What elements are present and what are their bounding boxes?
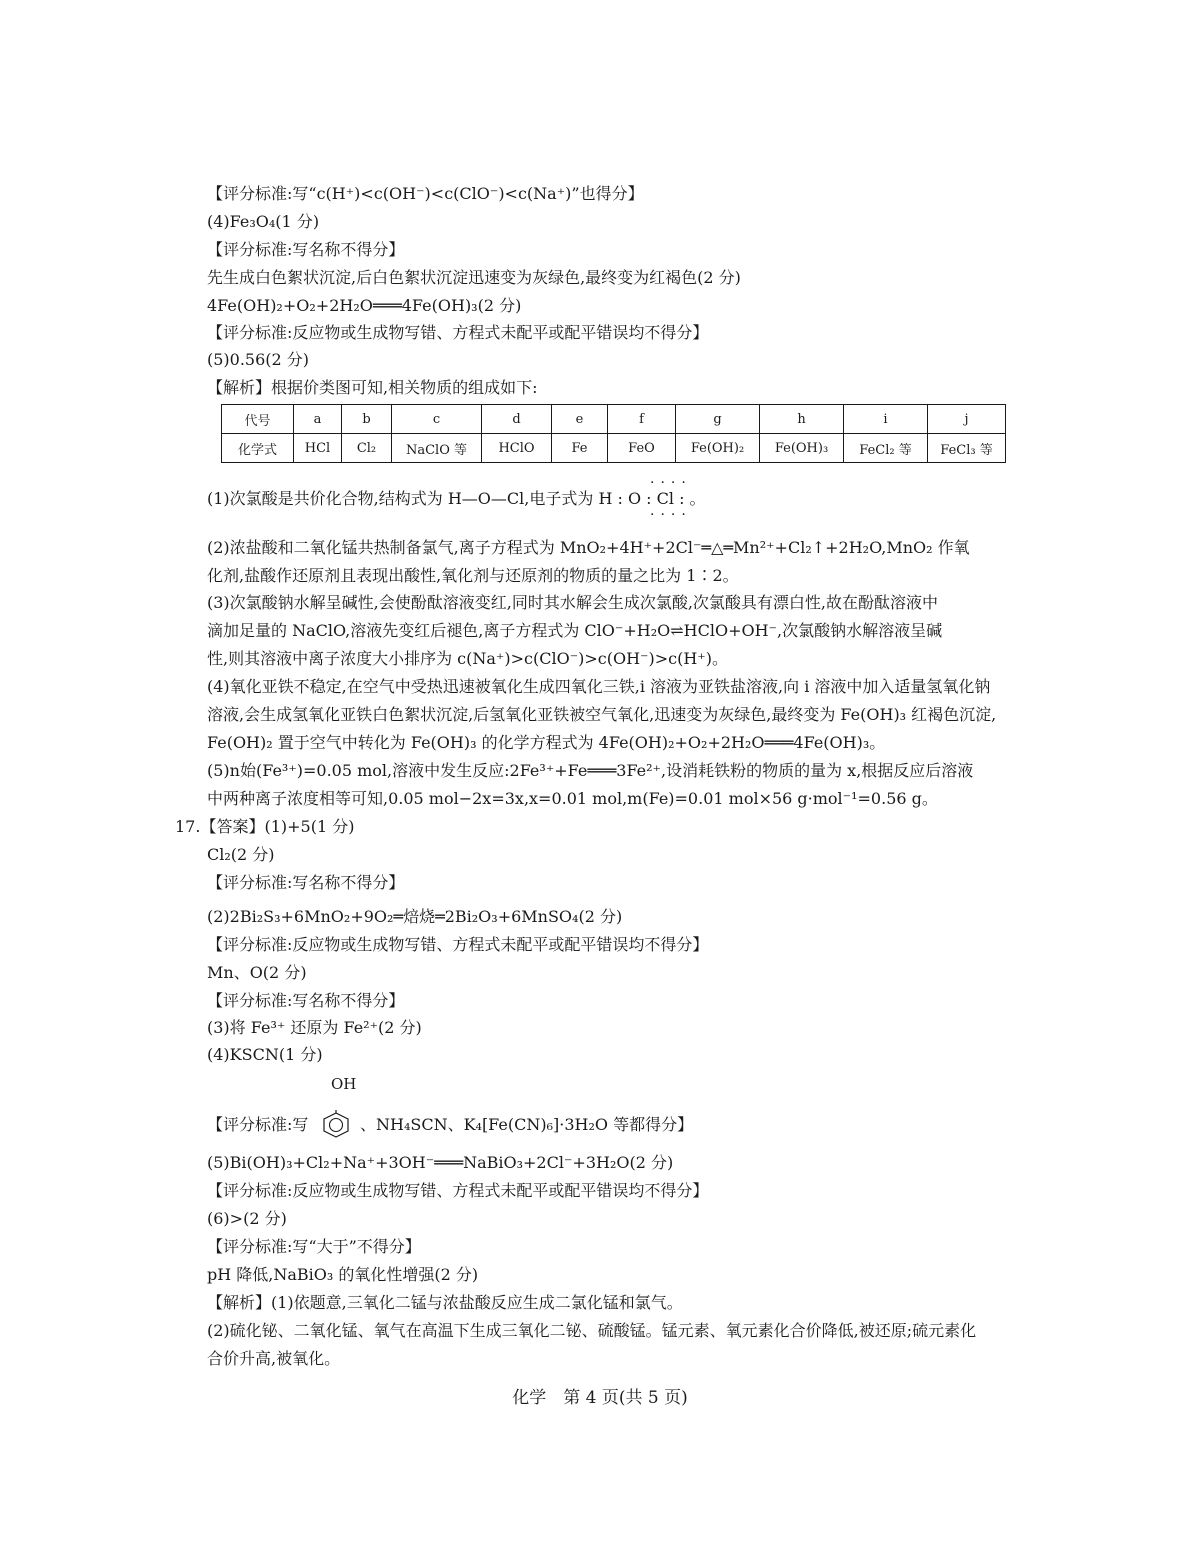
grading-note-3: 【评分标准:反应物或生成物写错、方程式未配平或配平错误均不得分】 (207, 323, 709, 342)
q17-grading-6: 【评分标准:写“大于”不得分】 (207, 1237, 421, 1256)
analysis-4b: 溶液,会生成氢氧化亚铁白色絮状沉淀,后氢氧化亚铁被空气氧化,迅速变为灰绿色,最终变为 Fe(OH)₃ 红褐色沉淀, (207, 705, 997, 724)
table-cell: FeO (608, 434, 676, 463)
table-header-label: 代号 (222, 405, 294, 434)
q17-answer-5: (5)Bi(OH)₃+Cl₂+Na⁺+3OH⁻═══NaBiO₃+2Cl⁻+3H₂O(2 分) (207, 1153, 674, 1172)
answer-5: (5)0.56(2 分) (207, 350, 310, 369)
electron-dots-top: ···· (650, 475, 692, 491)
electron-dots-bottom: ···· (650, 507, 692, 523)
q17-analysis-1: 【解析】(1)依题意,三氧化二锰与浓盐酸反应生成二氯化锰和氯气。 (207, 1293, 683, 1312)
analysis-5a: (5)n始(Fe³⁺)=0.05 mol,溶液中发生反应:2Fe³⁺+Fe═══3Fe²⁺,设消耗铁粉的物质的量为 x,根据反应后溶液 (207, 761, 974, 780)
answer-4-formula: (4)Fe₃O₄(1 分) (207, 212, 320, 231)
analysis-2a: (2)浓盐酸和二氧化锰共热制备氯气,离子方程式为 MnO₂+4H⁺+2Cl⁻═△═Mn²⁺+Cl₂↑+2H₂O,MnO₂ 作氧 (207, 538, 970, 557)
table-cell: Fe (552, 434, 608, 463)
q17-answer-6b: pH 降低,NaBiO₃ 的氧化性增强(2 分) (207, 1265, 479, 1284)
analysis-4a: (4)氧化亚铁不稳定,在空气中受热迅速被氧化生成四氧化三铁,i 溶液为亚铁盐溶液,向 i 溶液中加入适量氢氧化钠 (207, 677, 991, 696)
table-cell: b (342, 405, 392, 434)
table-cell: HClO (482, 434, 552, 463)
table-cell: i (844, 405, 928, 434)
page-footer: 化学 第 4 页(共 5 页) (512, 1388, 688, 1408)
table-cell: h (760, 405, 844, 434)
analysis-3b: 滴加足量的 NaClO,溶液先变红后褪色,离子方程式为 ClO⁻+H₂O⇌HClO+OH⁻,次氯酸钠水解溶液呈碱 (207, 621, 943, 640)
answer-4-equation: 4Fe(OH)₂+O₂+2H₂O═══4Fe(OH)₃(2 分) (207, 296, 522, 315)
q17-grading-2: 【评分标准:反应物或生成物写错、方程式未配平或配平错误均不得分】 (207, 935, 709, 954)
phenol-oh-label: OH (331, 1075, 357, 1093)
q17-grading-4-suffix: 、NH₄SCN、K₄[Fe(CN)₆]·3H₂O 等都得分】 (360, 1115, 694, 1134)
q17-analysis-2b: 合价升高,被氧化。 (207, 1349, 341, 1368)
table-cell: a (294, 405, 342, 434)
analysis-1: (1)次氯酸是共价化合物,结构式为 H—O—Cl,电子式为 H : O : Cl : 。 (207, 489, 706, 508)
table-cell: c (392, 405, 482, 434)
q17-answer-1: 17.【答案】(1)+5(1 分) (175, 817, 355, 836)
q17-grading-1: 【评分标准:写名称不得分】 (207, 873, 405, 892)
table-cell: j (928, 405, 1006, 434)
table-row (222, 434, 1006, 463)
table-cell: HCl (294, 434, 342, 463)
table-cell: Fe(OH)₂ (676, 434, 760, 463)
table-cell: f (608, 405, 676, 434)
analysis-2b: 化剂,盐酸作还原剂且表现出酸性,氧化剂与还原剂的物质的量之比为 1∶2。 (207, 566, 739, 585)
grading-note-2: 【评分标准:写名称不得分】 (207, 240, 405, 259)
q17-answer-2: (2)2Bi₂S₃+6MnO₂+9O₂═焙烧═2Bi₂O₃+6MnSO₄(2 分) (207, 907, 623, 926)
answer-4-phenomenon: 先生成白色絮状沉淀,后白色絮状沉淀迅速变为灰绿色,最终变为红褐色(2 分) (207, 268, 741, 287)
benzene-ring-icon (321, 1110, 351, 1140)
table-cell: FeCl₂ 等 (844, 434, 928, 463)
table-cell: g (676, 405, 760, 434)
analysis-4c: Fe(OH)₂ 置于空气中转化为 Fe(OH)₃ 的化学方程式为 4Fe(OH)₂+O₂+2H₂O═══4Fe(OH)₃。 (207, 733, 886, 752)
analysis-3c: 性,则其溶液中离子浓度大小排序为 c(Na⁺)>c(ClO⁻)>c(OH⁻)>c(H⁺)。 (207, 649, 728, 668)
analysis-intro: 【解析】根据价类图可知,相关物质的组成如下: (207, 378, 538, 397)
table-row (222, 405, 1006, 434)
q17-answer-6: (6)>(2 分) (207, 1209, 287, 1228)
q17-answer-3: (3)将 Fe³⁺ 还原为 Fe²⁺(2 分) (207, 1018, 422, 1037)
table-cell: Fe(OH)₃ (760, 434, 844, 463)
analysis-5b: 中两种离子浓度相等可知,0.05 mol−2x=3x,x=0.01 mol,m(Fe)=0.01 mol×56 g·mol⁻¹=0.56 g。 (207, 789, 938, 808)
q17-grading-5: 【评分标准:反应物或生成物写错、方程式未配平或配平错误均不得分】 (207, 1181, 709, 1200)
substance-table (221, 404, 1006, 463)
table-cell: e (552, 405, 608, 434)
table-cell: FeCl₃ 等 (928, 434, 1006, 463)
analysis-3a: (3)次氯酸钠水解呈碱性,会使酚酞溶液变红,同时其水解会生成次氯酸,次氯酸具有漂白性,故在酚酞溶液中 (207, 593, 939, 612)
grading-note-1: 【评分标准:写“c(H⁺)<c(OH⁻)<c(ClO⁻)<c(Na⁺)”也得分】 (207, 184, 644, 203)
q17-answer-elements: Mn、O(2 分) (207, 963, 307, 982)
q17-answer-cl2: Cl₂(2 分) (207, 845, 275, 864)
q17-analysis-2a: (2)硫化铋、二氧化锰、氧气在高温下生成三氧化二铋、硫酸锰。锰元素、氧元素化合价降低,被还原;硫元素化 (207, 1321, 977, 1340)
q17-grading-4-prefix: 【评分标准:写 (207, 1115, 309, 1134)
q17-grading-3: 【评分标准:写名称不得分】 (207, 991, 405, 1010)
table-cell: Cl₂ (342, 434, 392, 463)
table-cell: d (482, 405, 552, 434)
table-row-label: 化学式 (222, 434, 294, 463)
q17-answer-4: (4)KSCN(1 分) (207, 1045, 323, 1064)
table-cell: NaClO 等 (392, 434, 482, 463)
